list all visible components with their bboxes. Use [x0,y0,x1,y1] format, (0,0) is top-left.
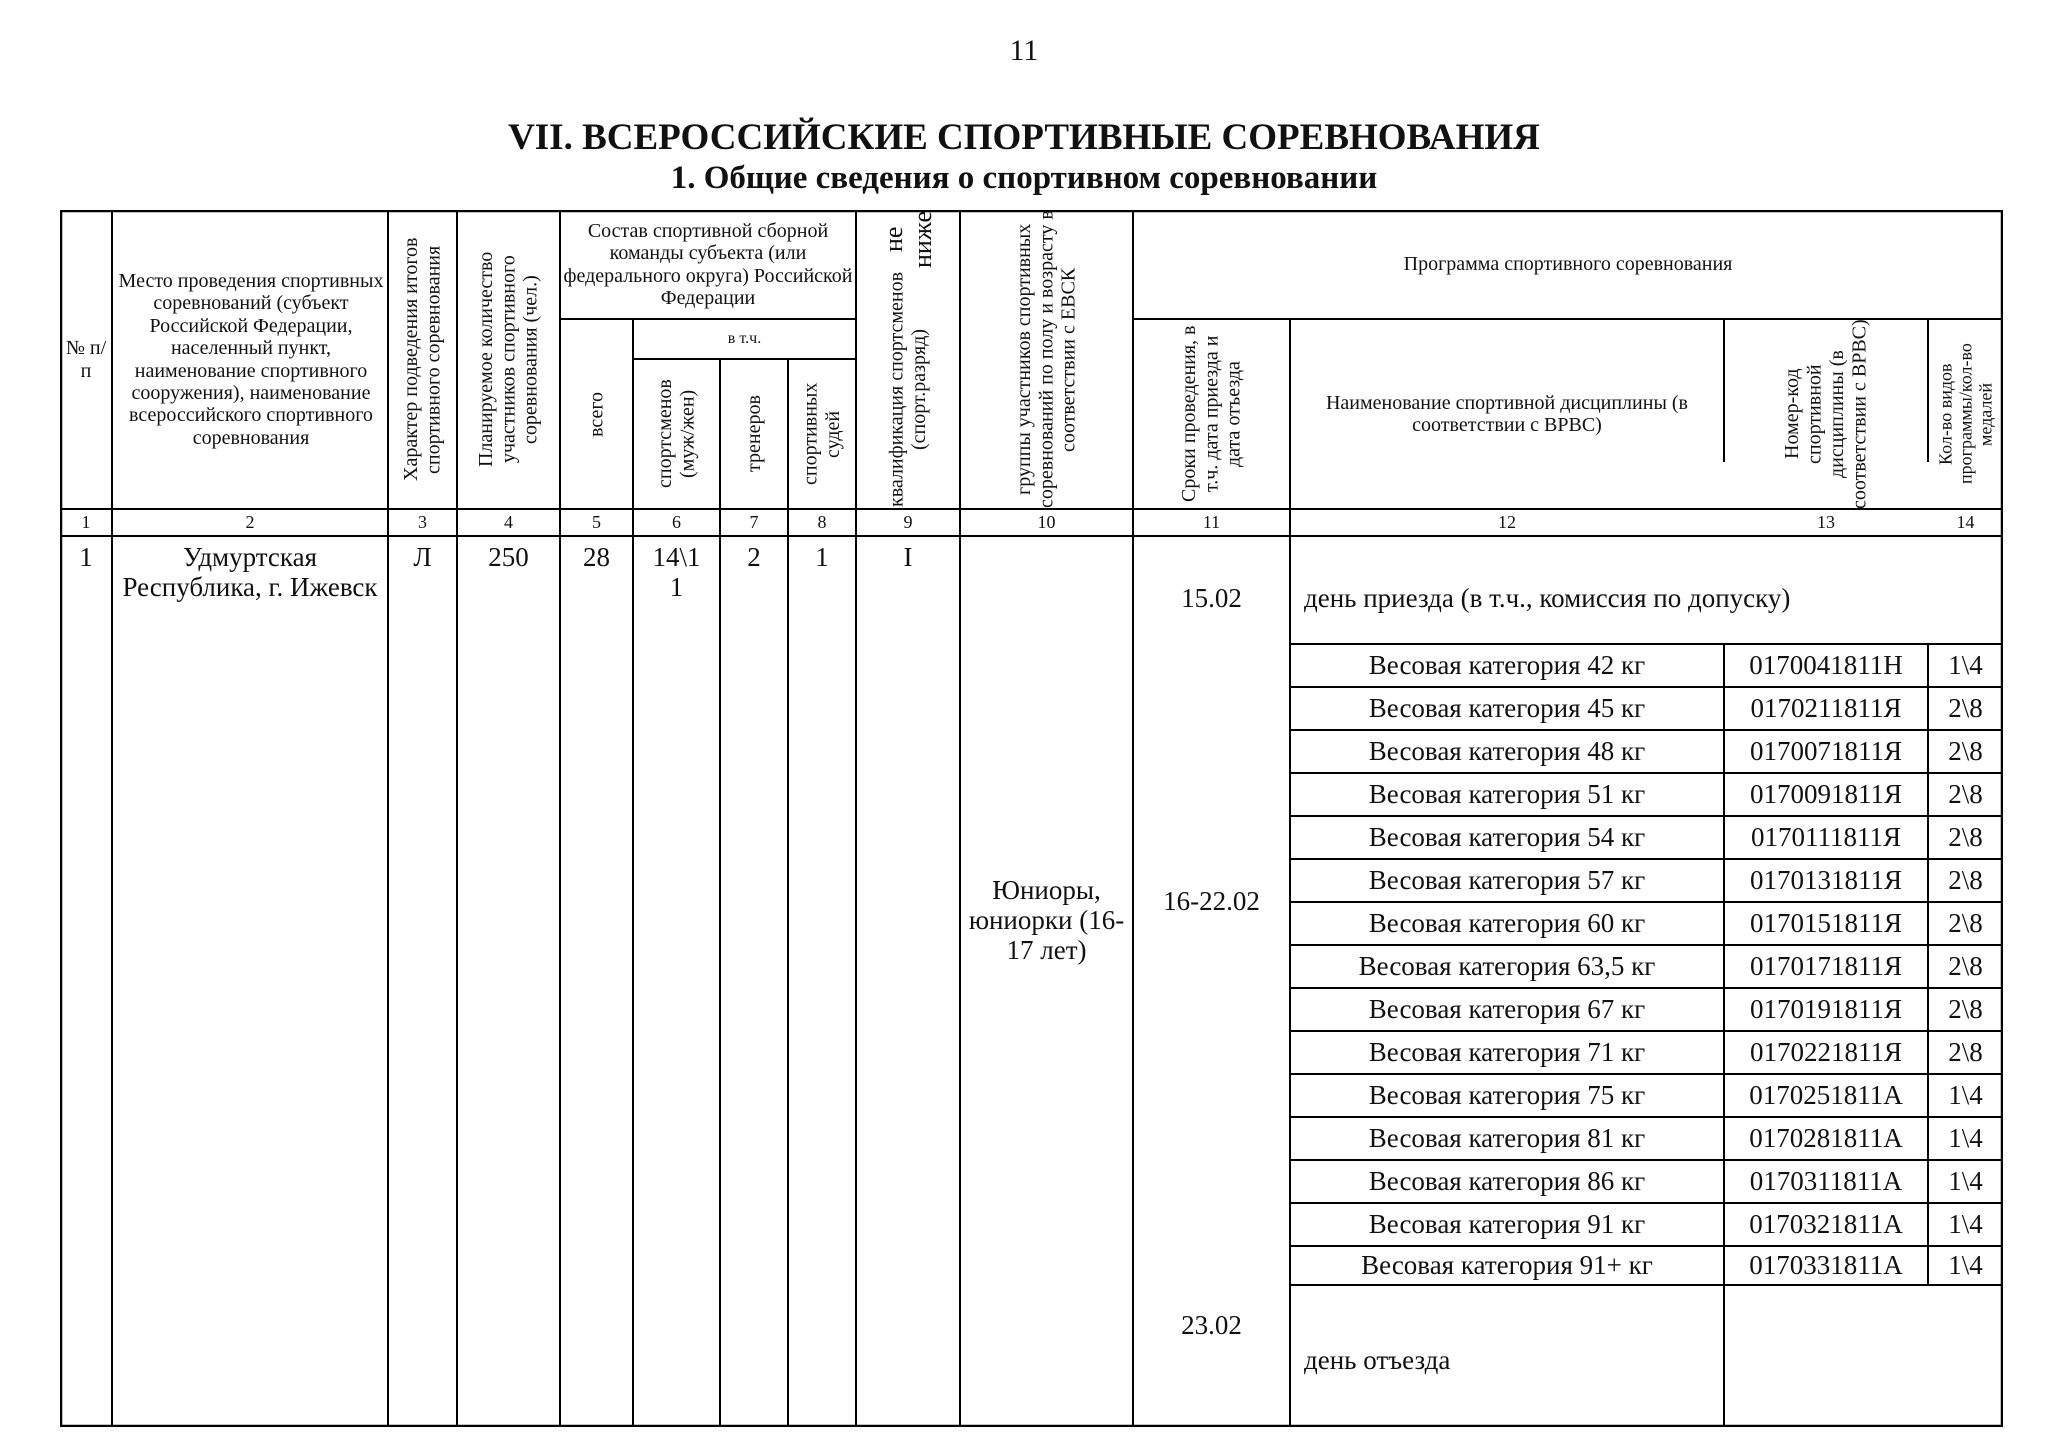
discipline-name: Весовая категория 42 кг [1368,650,1646,681]
discipline-count: 2\8 [1948,865,1983,896]
header-planned: Планируемое количество участников спортивного соревнования (чел.) [474,251,542,468]
column-number: 13 [1817,512,1835,533]
column-number: 3 [418,512,427,533]
discipline-code: 0170151811Я [1749,908,1902,939]
header-coaches: тренеров [742,395,765,473]
discipline-name: Весовая категория 45 кг [1368,693,1646,724]
table-row [1290,1160,2003,1203]
header-qualification [856,210,960,509]
discipline-code: 0170071811Я [1749,736,1902,767]
column-number: 6 [672,512,681,533]
table-row [1290,1203,2003,1246]
table-row [1290,687,2003,730]
discipline-name: Весовая категория 81 кг [1368,1123,1646,1154]
row-number: 1 [79,542,93,572]
character-cell: Л [413,542,432,572]
table-row [1290,988,2003,1031]
discipline-code: 0170251811А [1749,1080,1903,1111]
discipline-code: 0170311811А [1749,1166,1903,1197]
section-title: VII. ВСЕРОССИЙСКИЕ СПОРТИВНЫЕ СОРЕВНОВАНИЯ [508,117,1540,158]
column-number: 2 [245,512,255,533]
column-number: 7 [749,512,759,533]
judges-cell: 1 [815,542,829,572]
discipline-name: Весовая категория 57 кг [1368,865,1646,896]
discipline-name: Весовая категория 54 кг [1368,822,1646,853]
discipline-code: 0170211811Я [1750,693,1902,724]
discipline-list [1290,644,2003,1285]
column-number: 9 [903,512,913,533]
discipline-name: Весовая категория 63,5 кг [1358,951,1656,982]
discipline-code: 0170131811Я [1749,865,1902,896]
header-dates: Сроки проведения, в т.ч. дата приезда и дата отъезда [1177,325,1245,503]
header-code: Номер-код спортивной дисциплины (в соответствии с ВРВС) [1781,319,1871,509]
header-qualification-main: квалификация спортсменов (спорт.разряд) [885,271,930,507]
departure-date: 23.02 [1181,1309,1242,1340]
column-number: 11 [1202,512,1221,533]
header-judges: спортивных судей [799,382,844,486]
header-group: группы участников спортивных соревнований по полу и возрасту в соответствии с ЕВСК [1012,210,1080,509]
header-place: Место проведения спортивных соревнований (субъект Российской Федерации, населенный пункт, наименование спортивного сооружения), наименование всероссийского спортивного соревнования [118,269,384,449]
main-dates: 16-22.02 [1163,885,1260,916]
table-row [1290,859,2003,902]
discipline-name: Весовая категория 67 кг [1368,994,1646,1025]
header-including: в т.ч. [727,330,762,348]
table-row [1290,1246,2003,1285]
table-row [1290,945,2003,988]
table-row [1290,773,2003,816]
discipline-name: Весовая категория 75 кг [1368,1080,1646,1111]
discipline-name: Весовая категория 48 кг [1368,736,1646,767]
discipline-code: 0170191811Я [1749,994,1902,1025]
discipline-count: 1\4 [1948,1250,1983,1281]
discipline-code: 0170111811Я [1750,822,1901,853]
discipline-count: 2\8 [1948,693,1983,724]
table-row [1290,816,2003,859]
column-number: 14 [1956,512,1975,533]
header-athletes: спортсменов (муж/жен) [654,379,699,489]
header-character: Характер подведения итогов спортивного соревнования [400,237,445,482]
athletes-cell [633,542,720,622]
athletes-line1: 14\1 [652,542,701,572]
page-number: 11 [1009,34,1039,67]
column-number: 12 [1498,512,1516,533]
discipline-count: 2\8 [1948,994,1983,1025]
discipline-count: 2\8 [1948,1037,1983,1068]
total-cell: 28 [583,542,610,572]
discipline-name: Весовая категория 71 кг [1368,1037,1646,1068]
discipline-count: 2\8 [1948,736,1983,767]
discipline-code: 0170221811Я [1749,1037,1902,1068]
athletes-line2: 1 [669,572,684,603]
table-row [1290,730,2003,773]
column-number: 8 [817,512,827,533]
discipline-count: 1\4 [1948,650,1983,681]
column-number: 5 [592,512,601,533]
header-total: всего [585,391,608,437]
qualification-cell: I [903,542,913,572]
discipline-count: 1\4 [1948,1209,1983,1240]
competition-table [60,210,2003,1427]
departure-text: день отъезда [1304,1344,1451,1375]
discipline-count: 1\4 [1948,1166,1983,1197]
discipline-name: Весовая категория 60 кг [1368,908,1646,939]
header-number: № п/ п [65,337,107,382]
table-row [1290,1031,2003,1074]
planned-cell: 250 [488,542,529,572]
place-cell: Удмуртская Республика, г. Ижевск [122,542,378,603]
discipline-code: 0170331811А [1749,1250,1903,1281]
table-row [1290,644,2003,687]
table-row [1290,1074,2003,1117]
table-row [1290,902,2003,945]
header-program: Программа спортивного соревнования [1403,253,1733,276]
discipline-code: 0170041811Н [1749,650,1903,681]
table-row [1290,1117,2003,1160]
discipline-count: 1\4 [1948,1080,1983,1111]
discipline-name: Весовая категория 91 кг [1368,1209,1646,1240]
discipline-code: 0170281811А [1749,1123,1903,1154]
subtitle: 1. Общие сведения о спортивном соревновании [670,160,1378,196]
discipline-code: 0170171811Я [1749,951,1902,982]
header-count: Кол-во видов программы/кол-во медалей [1935,343,1996,485]
discipline-name: Весовая категория 91+ кг [1361,1250,1653,1281]
discipline-count: 2\8 [1948,822,1983,853]
arrival-date: 15.02 [1181,582,1242,613]
discipline-count: 2\8 [1948,779,1983,810]
discipline-count: 2\8 [1948,951,1983,982]
group-cell: Юниоры, юниорки (16-17 лет) [968,874,1125,966]
header-team: Состав спортивной сборной команды субъекта (или федерального округа) Российской Федерации [563,219,853,309]
column-number: 4 [504,512,513,533]
coaches-cell: 2 [747,542,761,572]
discipline-name: Весовая категория 86 кг [1368,1166,1646,1197]
discipline-count: 2\8 [1948,908,1983,939]
column-number: 10 [1037,512,1056,533]
header-qualification-min: не ниже [878,211,937,269]
arrival-text: день приезда (в т.ч., комиссия по допуску) [1304,582,1791,613]
discipline-name: Весовая категория 51 кг [1368,779,1646,810]
discipline-count: 1\4 [1948,1123,1983,1154]
column-number: 1 [81,512,91,533]
discipline-code: 0170321811А [1749,1209,1903,1240]
header-discipline: Наименование спортивной дисциплины (в соответствии с ВРВС) [1325,391,1688,436]
discipline-code: 0170091811Я [1749,779,1902,810]
